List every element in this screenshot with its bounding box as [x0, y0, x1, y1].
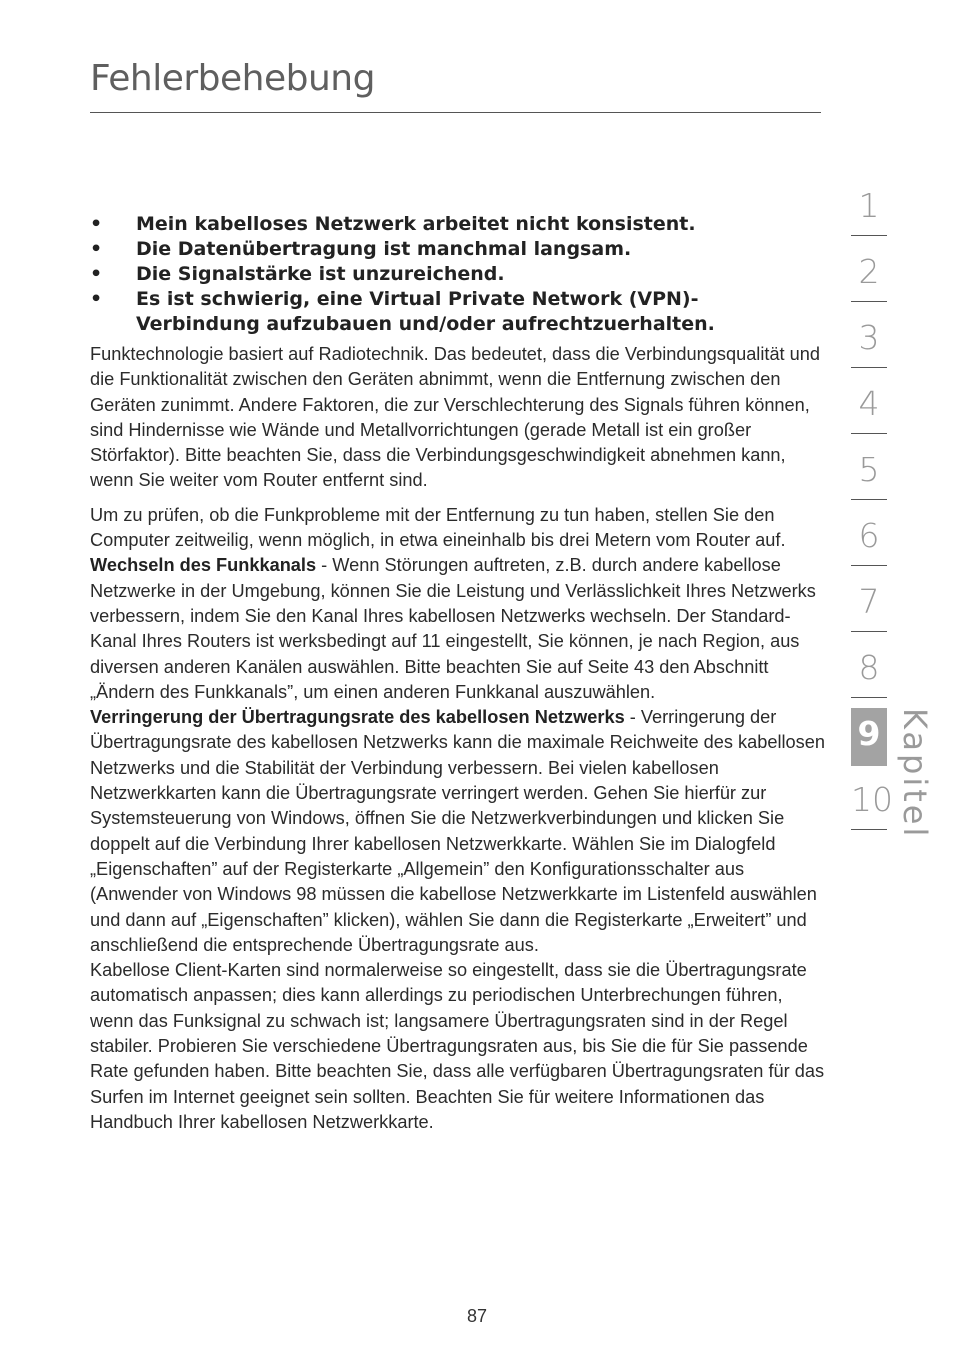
chapter-tab-1[interactable]: [851, 178, 887, 244]
chapter-tab-5[interactable]: [851, 442, 887, 508]
chapter-number: 7: [858, 582, 880, 621]
list-item-text: Die Signalstärke ist unzureichend.: [136, 263, 505, 285]
chapter-divider: [851, 301, 887, 302]
list-item: [90, 237, 820, 262]
chapter-divider: [851, 499, 887, 500]
chapter-number: 6: [858, 516, 880, 555]
chapter-divider: [851, 829, 887, 830]
chapter-divider: [851, 631, 887, 632]
page-number: 87: [466, 1306, 488, 1326]
list-item-text: Es ist schwierig, eine Virtual Private Network (VPN)-Verbindung aufzubauen und/oder aufrechtzuerhalten.: [136, 288, 715, 335]
paragraph-text: - Verringerung der Übertragungsrate des kabellosen Netzwerks kann die maximale Reichweite des kabellosen Netzwerks und die Stabilität der Verbindung verbessern. Bei vielen kabellosen Netzwerkkarten kann die Übertragungsrate verringert werden. Gehen Sie hierfür zur Systemsteuerung von Windows, öffnen Sie die Netzwerkverbindungen und klicken Sie doppelt auf die Verbindung Ihrer kabellosen Netzwerkkarte. Wählen Sie im Dialogfeld „Eigenschaften” auf der Registerkarte „Allgemein” den Konfigurationsschalter aus (Anwender von Windows 98 müssen die kabellose Netzwerkkarte im Listenfeld auswählen und dann auf „Eigenschaften” klicken), wählen Sie dann die Registerkarte „Erweitert” und anschließend die entsprechende Übertragungsrate aus.: [90, 707, 825, 955]
chapter-divider: [851, 433, 887, 434]
paragraph-reduce-rate: [90, 705, 830, 958]
chapter-tab-10[interactable]: [851, 772, 893, 838]
list-item-text: Die Datenübertragung ist manchmal langsam.: [136, 238, 632, 260]
bullet-icon: •: [90, 288, 103, 310]
paragraph-heading: Verringerung der Übertragungsrate des kabellosen Netzwerks: [90, 707, 625, 728]
chapter-tab-8[interactable]: [851, 640, 887, 706]
bullet-icon: •: [90, 238, 103, 260]
chapter-divider: [851, 235, 887, 236]
bullet-icon: •: [90, 263, 103, 285]
chapter-number: 1: [858, 186, 880, 225]
paragraph-client-cards: Kabellose Client-Karten sind normalerweise so eingestellt, dass sie die Übertragungsrate automatisch anpassen; dies kann allerdings zu periodischen Unterbrechungen führen, wenn das Funksignal zu schwach ist; langsamere Übertragungsraten sind in der Regel stabiler. Probieren Sie verschiedene Übertragungsraten aus, bis Sie die für Sie passende Rate gefunden haben. Bitte beachten Sie, dass alle verfügbaren Übertragungsraten für das Surfen im Internet geeignet sein sollten. Beachten Sie für weitere Informationen das Handbuch Ihrer kabellosen Netzwerkkarte.: [90, 960, 825, 1132]
list-item: [90, 287, 820, 337]
chapter-number: 2: [858, 252, 880, 291]
bullet-icon: •: [90, 213, 103, 235]
body-text: [90, 342, 830, 1135]
chapter-divider: [851, 697, 887, 698]
chapter-nav-label: Kapitel: [896, 708, 934, 840]
list-item-text: Mein kabelloses Netzwerk arbeitet nicht konsistent.: [136, 213, 696, 235]
chapter-number: 10: [851, 780, 893, 819]
chapter-tab-4[interactable]: [851, 376, 887, 442]
chapter-number: 5: [858, 450, 880, 489]
chapter-nav: [851, 178, 893, 838]
chapter-divider: [851, 367, 887, 368]
chapter-number: 4: [858, 384, 880, 423]
chapter-tab-3[interactable]: [851, 310, 887, 376]
paragraph-text: - Wenn Störungen auftreten, z.B. durch andere kabellose Netzwerke in der Umgebung, können Sie die Leistung und Verlässlichkeit Ihres Netzwerks verbessern, indem Sie den Kanal Ihres kabellosen Netzwerks wechseln. Der Standard-Kanal Ihres Routers ist werksbedingt auf 11 eingestellt, Sie können, je nach Region, aus diversen anderen Kanälen auswählen. Bitte beachten Sie auf Seite 43 den Abschnitt „Ändern des Funkkanals”, um einen anderen Funkkanal auszuwählen.: [90, 555, 816, 702]
page-title: Fehlerbehebung: [90, 58, 375, 99]
chapter-number: 9: [857, 714, 881, 753]
chapter-tab-6[interactable]: [851, 508, 887, 574]
paragraph-heading: Wechseln des Funkkanals: [90, 555, 317, 576]
title-divider: [90, 112, 821, 113]
symptom-list: [90, 212, 820, 337]
paragraph-distance-test: Um zu prüfen, ob die Funkprobleme mit der Entfernung zu tun haben, stellen Sie den Computer zeitweilig, wenn möglich, in etwa eineinhalb bis drei Metern vom Router auf.: [90, 504, 786, 551]
chapter-tab-9[interactable]: [851, 706, 887, 772]
chapter-tab-2[interactable]: [851, 244, 887, 310]
paragraph-radio-technology: Funktechnologie basiert auf Radiotechnik. Das bedeutet, dass die Verbindungsqualität und die Funktionalität zwischen den Geräten abnimmt, wenn die Entfernung zwischen den Geräten zunimmt. Andere Faktoren, die zur Verschlechterung des Signals führen können, sind Hindernisse wie Wände und Metallvorrichtungen (gerade Metall ist ein großer Störfaktor). Bitte beachten Sie, dass die Verbindungsgeschwindigkeit abnehmen kann, wenn Sie weiter vom Router entfernt sind.: [90, 344, 821, 491]
paragraph-change-channel: [90, 553, 830, 705]
chapter-divider: [851, 565, 887, 566]
chapter-number: 3: [858, 318, 880, 357]
list-item: [90, 212, 820, 237]
chapter-number: 8: [858, 648, 880, 687]
list-item: [90, 262, 820, 287]
chapter-tab-7[interactable]: [851, 574, 887, 640]
